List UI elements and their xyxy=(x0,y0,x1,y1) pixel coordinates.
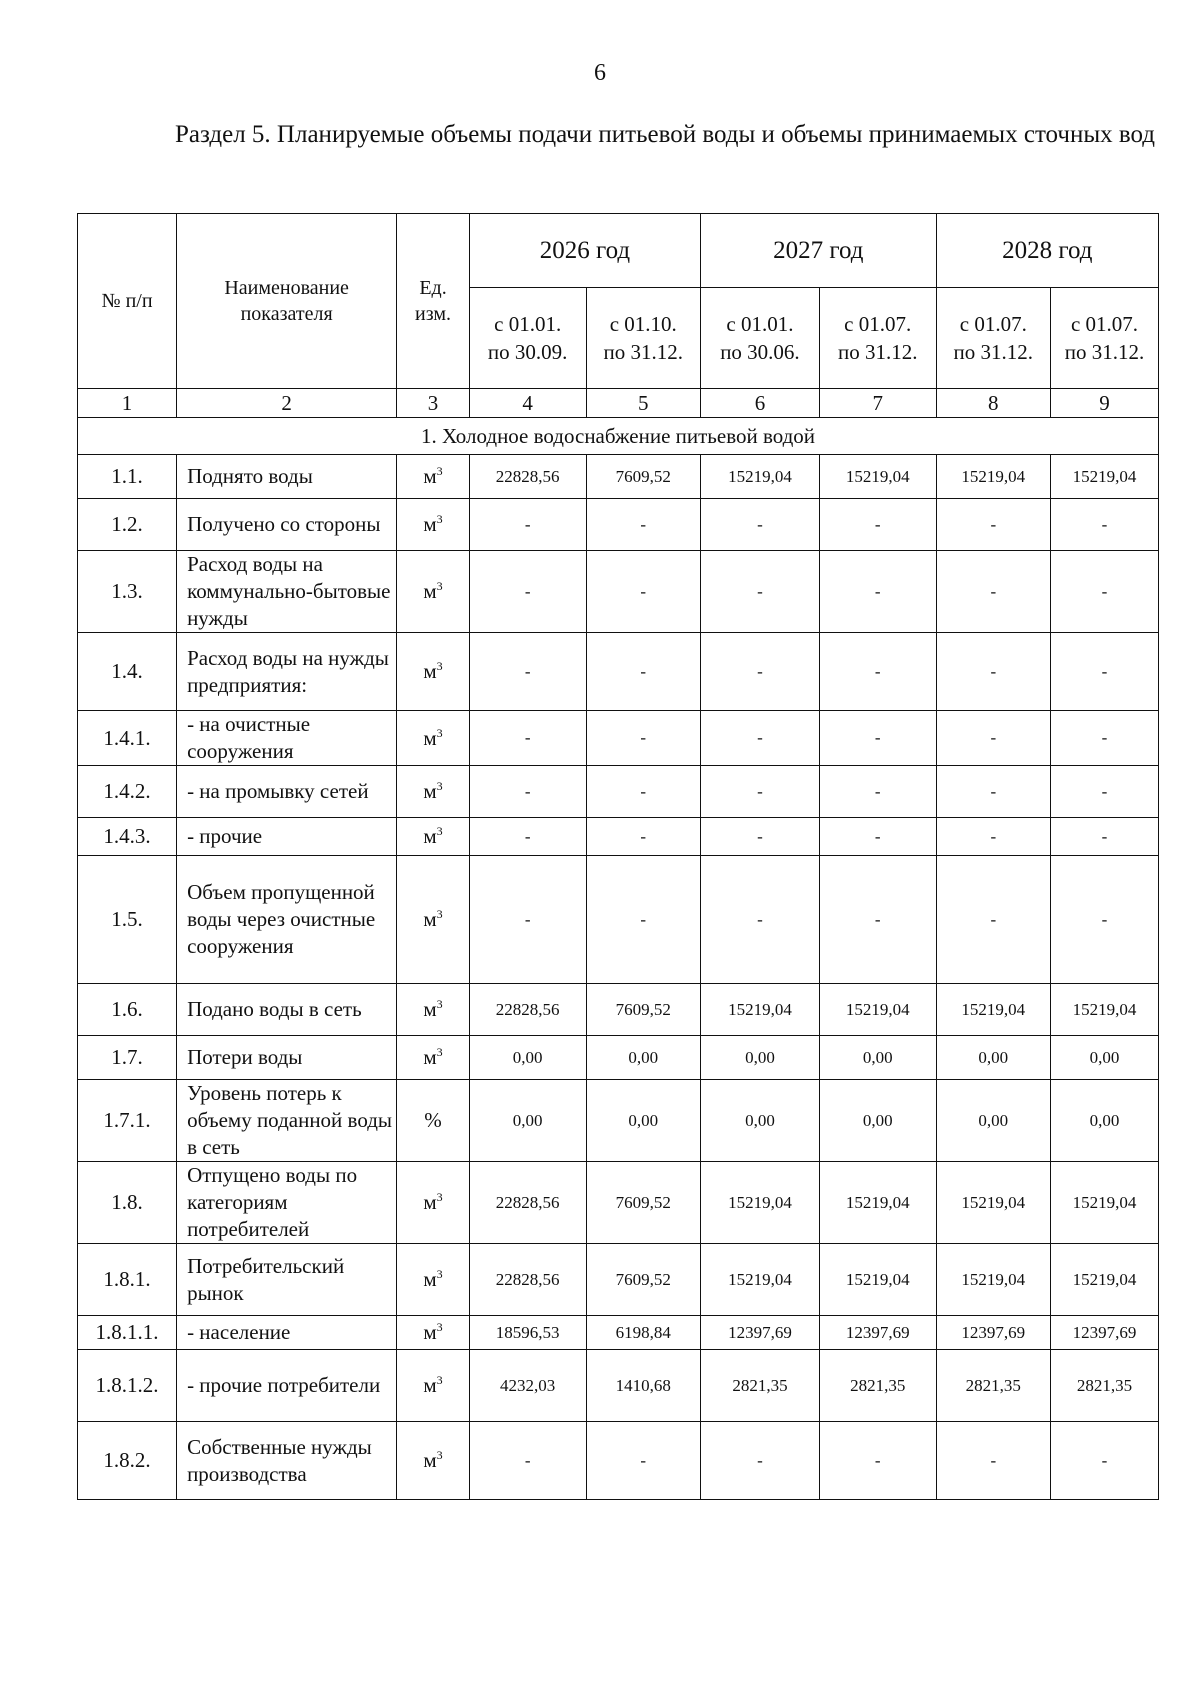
unit-cell: $м^3$ xyxy=(397,455,470,499)
column-index-3: 3 xyxy=(397,389,470,418)
header-name: Наименование показателя xyxy=(177,214,397,389)
value-cell-5: 0,00 xyxy=(936,1080,1050,1162)
value-cell-2: - xyxy=(586,1422,700,1500)
value-cell-2: - xyxy=(586,633,700,711)
value-cell-2: 0,00 xyxy=(586,1080,700,1162)
index-row xyxy=(78,389,1159,418)
row-number: 1.2. xyxy=(78,499,177,551)
value-cell-2: - xyxy=(586,818,700,856)
section-title: Раздел 5. Планируемые объемы подачи питьевой воды и объемы принимаемых сточных вод xyxy=(174,121,1156,148)
indicator-name: Собственные нужды производства xyxy=(177,1422,397,1500)
unit-cell: $м^3$ xyxy=(397,984,470,1036)
table-row xyxy=(78,856,1159,984)
value-cell-2: - xyxy=(586,856,700,984)
indicator-name: Потери воды xyxy=(177,1036,397,1080)
indicator-name: - прочие потребители xyxy=(177,1350,397,1422)
value-cell-4: 12397,69 xyxy=(819,1316,936,1350)
table-row xyxy=(78,633,1159,711)
value-cell-4: 15219,04 xyxy=(819,984,936,1036)
value-cell-3: - xyxy=(701,818,820,856)
row-number: 1.7. xyxy=(78,1036,177,1080)
value-cell-1: - xyxy=(469,633,586,711)
value-cell-3: 12397,69 xyxy=(701,1316,820,1350)
section-heading: 1. Холодное водоснабжение питьевой водой xyxy=(78,418,1159,455)
header-unit: Ед. изм. xyxy=(397,214,470,389)
row-number: 1.4. xyxy=(78,633,177,711)
unit-cell: $м^3$ xyxy=(397,1162,470,1244)
unit-cell: $м^3$ xyxy=(397,818,470,856)
unit-superscript: 3 xyxy=(436,1320,443,1334)
indicator-name: Подано воды в сеть xyxy=(177,984,397,1036)
indicator-name: Объем пропущенной воды через очистные сооружения xyxy=(177,856,397,984)
value-cell-2: - xyxy=(586,499,700,551)
value-cell-4: - xyxy=(819,818,936,856)
row-number: 1.8.1. xyxy=(78,1244,177,1316)
header-year-2028: 2028 год xyxy=(936,214,1158,288)
row-number: 1.4.2. xyxy=(78,766,177,818)
value-cell-6: - xyxy=(1051,818,1159,856)
indicator-name: - население xyxy=(177,1316,397,1350)
section-row xyxy=(78,418,1159,455)
value-cell-4: - xyxy=(819,551,936,633)
value-cell-5: 2821,35 xyxy=(936,1350,1050,1422)
value-cell-6: 0,00 xyxy=(1051,1036,1159,1080)
unit-superscript: 3 xyxy=(436,824,443,838)
value-cell-1: - xyxy=(469,1422,586,1500)
indicator-name: Поднято воды xyxy=(177,455,397,499)
unit-superscript: 3 xyxy=(436,1267,443,1281)
value-cell-4: 2821,35 xyxy=(819,1350,936,1422)
value-cell-4: - xyxy=(819,856,936,984)
value-cell-2: - xyxy=(586,766,700,818)
table-row xyxy=(78,1036,1159,1080)
column-index-7: 7 xyxy=(819,389,936,418)
table-row xyxy=(78,711,1159,766)
unit-cell: $м^3$ xyxy=(397,856,470,984)
water-volume-table xyxy=(77,213,1159,1500)
column-index-1: 1 xyxy=(78,389,177,418)
value-cell-5: 15219,04 xyxy=(936,1162,1050,1244)
column-index-8: 8 xyxy=(936,389,1050,418)
row-number: 1.5. xyxy=(78,856,177,984)
table-row xyxy=(78,1162,1159,1244)
column-index-4: 4 xyxy=(469,389,586,418)
page-number: 6 xyxy=(594,60,606,86)
column-index-6: 6 xyxy=(701,389,820,418)
value-cell-1: - xyxy=(469,818,586,856)
value-cell-2: - xyxy=(586,551,700,633)
unit-superscript: 3 xyxy=(436,907,443,921)
row-number: 1.3. xyxy=(78,551,177,633)
value-cell-5: - xyxy=(936,818,1050,856)
value-cell-3: - xyxy=(701,633,820,711)
column-index-2: 2 xyxy=(177,389,397,418)
value-cell-5: - xyxy=(936,766,1050,818)
unit-superscript: 3 xyxy=(436,579,443,593)
value-cell-1: - xyxy=(469,499,586,551)
row-number: 1.8.2. xyxy=(78,1422,177,1500)
header-period-4: с 01.07. по 31.12. xyxy=(819,288,936,389)
value-cell-3: - xyxy=(701,856,820,984)
value-cell-6: - xyxy=(1051,766,1159,818)
indicator-name: - на очистные сооружения xyxy=(177,711,397,766)
row-number: 1.1. xyxy=(78,455,177,499)
value-cell-2: 7609,52 xyxy=(586,984,700,1036)
value-cell-2: 7609,52 xyxy=(586,1162,700,1244)
unit-cell: $м^3$ xyxy=(397,1244,470,1316)
table-row xyxy=(78,766,1159,818)
value-cell-4: - xyxy=(819,711,936,766)
value-cell-1: 0,00 xyxy=(469,1036,586,1080)
unit-cell: $м^3$ xyxy=(397,1316,470,1350)
table-row xyxy=(78,818,1159,856)
unit-superscript: 3 xyxy=(436,1448,443,1462)
unit-cell: % xyxy=(397,1080,470,1162)
unit-superscript: 3 xyxy=(436,1190,443,1204)
value-cell-5: - xyxy=(936,856,1050,984)
unit-cell: $м^3$ xyxy=(397,1036,470,1080)
value-cell-4: 0,00 xyxy=(819,1036,936,1080)
value-cell-5: 0,00 xyxy=(936,1036,1050,1080)
value-cell-3: 0,00 xyxy=(701,1036,820,1080)
table-row xyxy=(78,1244,1159,1316)
header-row-years xyxy=(78,214,1159,288)
value-cell-3: 0,00 xyxy=(701,1080,820,1162)
unit-superscript: 3 xyxy=(436,1373,443,1387)
value-cell-5: - xyxy=(936,1422,1050,1500)
value-cell-5: - xyxy=(936,711,1050,766)
value-cell-3: - xyxy=(701,766,820,818)
value-cell-6: - xyxy=(1051,856,1159,984)
value-cell-1: - xyxy=(469,711,586,766)
value-cell-5: 15219,04 xyxy=(936,1244,1050,1316)
row-number: 1.8.1.2. xyxy=(78,1350,177,1422)
value-cell-6: - xyxy=(1051,711,1159,766)
unit-cell: $м^3$ xyxy=(397,499,470,551)
value-cell-1: 22828,56 xyxy=(469,1244,586,1316)
unit-superscript: 3 xyxy=(436,659,443,673)
row-number: 1.4.1. xyxy=(78,711,177,766)
unit-superscript: 3 xyxy=(436,512,443,526)
value-cell-1: 0,00 xyxy=(469,1080,586,1162)
value-cell-6: 0,00 xyxy=(1051,1080,1159,1162)
unit-cell: $м^3$ xyxy=(397,1422,470,1500)
value-cell-3: - xyxy=(701,499,820,551)
value-cell-2: 0,00 xyxy=(586,1036,700,1080)
value-cell-4: 15219,04 xyxy=(819,1244,936,1316)
value-cell-3: 15219,04 xyxy=(701,1244,820,1316)
unit-cell: $м^3$ xyxy=(397,711,470,766)
value-cell-5: - xyxy=(936,633,1050,711)
value-cell-4: - xyxy=(819,633,936,711)
value-cell-4: - xyxy=(819,499,936,551)
value-cell-6: 15219,04 xyxy=(1051,455,1159,499)
value-cell-1: 18596,53 xyxy=(469,1316,586,1350)
unit-cell: $м^3$ xyxy=(397,766,470,818)
table-row xyxy=(78,984,1159,1036)
unit-superscript: 3 xyxy=(436,997,443,1011)
indicator-name: - прочие xyxy=(177,818,397,856)
value-cell-1: - xyxy=(469,551,586,633)
header-period-6: с 01.07. по 31.12. xyxy=(1051,288,1159,389)
indicator-name: Расход воды на нужды предприятия: xyxy=(177,633,397,711)
value-cell-5: 12397,69 xyxy=(936,1316,1050,1350)
value-cell-2: 1410,68 xyxy=(586,1350,700,1422)
header-period-1: с 01.01. по 30.09. xyxy=(469,288,586,389)
value-cell-6: - xyxy=(1051,499,1159,551)
value-cell-2: 6198,84 xyxy=(586,1316,700,1350)
unit-superscript: 3 xyxy=(436,779,443,793)
value-cell-1: 22828,56 xyxy=(469,1162,586,1244)
header-num: № п/п xyxy=(78,214,177,389)
value-cell-6: 15219,04 xyxy=(1051,1244,1159,1316)
table-row xyxy=(78,1422,1159,1500)
value-cell-1: - xyxy=(469,766,586,818)
value-cell-3: - xyxy=(701,551,820,633)
value-cell-6: 12397,69 xyxy=(1051,1316,1159,1350)
value-cell-3: 15219,04 xyxy=(701,455,820,499)
value-cell-6: - xyxy=(1051,551,1159,633)
unit-cell: $м^3$ xyxy=(397,551,470,633)
table-row xyxy=(78,1080,1159,1162)
table-row xyxy=(78,455,1159,499)
value-cell-1: 22828,56 xyxy=(469,984,586,1036)
row-number: 1.7.1. xyxy=(78,1080,177,1162)
indicator-name: Получено со стороны xyxy=(177,499,397,551)
value-cell-5: - xyxy=(936,551,1050,633)
header-period-2: с 01.10. по 31.12. xyxy=(586,288,700,389)
value-cell-6: - xyxy=(1051,1422,1159,1500)
row-number: 1.4.3. xyxy=(78,818,177,856)
unit-superscript: 3 xyxy=(436,725,443,740)
unit-cell: $м^3$ xyxy=(397,633,470,711)
value-cell-1: - xyxy=(469,856,586,984)
value-cell-2: - xyxy=(586,711,700,766)
value-cell-3: - xyxy=(701,711,820,766)
value-cell-4: 15219,04 xyxy=(819,455,936,499)
unit-superscript: 3 xyxy=(436,1045,443,1059)
value-cell-3: 15219,04 xyxy=(701,984,820,1036)
table-row xyxy=(78,1316,1159,1350)
indicator-name: - на промывку сетей xyxy=(177,766,397,818)
value-cell-4: 0,00 xyxy=(819,1080,936,1162)
header-year-2026: 2026 год xyxy=(469,214,700,288)
row-number: 1.8. xyxy=(78,1162,177,1244)
value-cell-6: 15219,04 xyxy=(1051,984,1159,1036)
value-cell-6: 15219,04 xyxy=(1051,1162,1159,1244)
header-period-5: с 01.07. по 31.12. xyxy=(936,288,1050,389)
value-cell-5: 15219,04 xyxy=(936,455,1050,499)
value-cell-1: 22828,56 xyxy=(469,455,586,499)
header-period-3: с 01.01. по 30.06. xyxy=(701,288,820,389)
value-cell-4: 15219,04 xyxy=(819,1162,936,1244)
value-cell-1: 4232,03 xyxy=(469,1350,586,1422)
value-cell-6: - xyxy=(1051,633,1159,711)
value-cell-2: 7609,52 xyxy=(586,455,700,499)
indicator-name: Отпущено воды по категориям потребителей xyxy=(177,1162,397,1244)
value-cell-2: 7609,52 xyxy=(586,1244,700,1316)
header-year-2027: 2027 год xyxy=(701,214,937,288)
row-number: 1.8.1.1. xyxy=(78,1316,177,1350)
value-cell-5: 15219,04 xyxy=(936,984,1050,1036)
indicator-name: Расход воды на коммунально-бытовые нужды xyxy=(177,551,397,633)
value-cell-6: 2821,35 xyxy=(1051,1350,1159,1422)
unit-superscript: 3 xyxy=(436,464,443,478)
column-index-9: 9 xyxy=(1051,389,1159,418)
value-cell-4: - xyxy=(819,1422,936,1500)
column-index-5: 5 xyxy=(586,389,700,418)
indicator-name: Потребительский рынок xyxy=(177,1244,397,1316)
indicator-name: Уровень потерь к объему поданной воды в сеть xyxy=(177,1080,397,1162)
value-cell-3: 2821,35 xyxy=(701,1350,820,1422)
value-cell-4: - xyxy=(819,766,936,818)
unit-cell: $м^3$ xyxy=(397,1350,470,1422)
table-row xyxy=(78,1350,1159,1422)
value-cell-5: - xyxy=(936,499,1050,551)
value-cell-3: 15219,04 xyxy=(701,1162,820,1244)
row-number: 1.6. xyxy=(78,984,177,1036)
table-row xyxy=(78,551,1159,633)
value-cell-3: - xyxy=(701,1422,820,1500)
table-row xyxy=(78,499,1159,551)
